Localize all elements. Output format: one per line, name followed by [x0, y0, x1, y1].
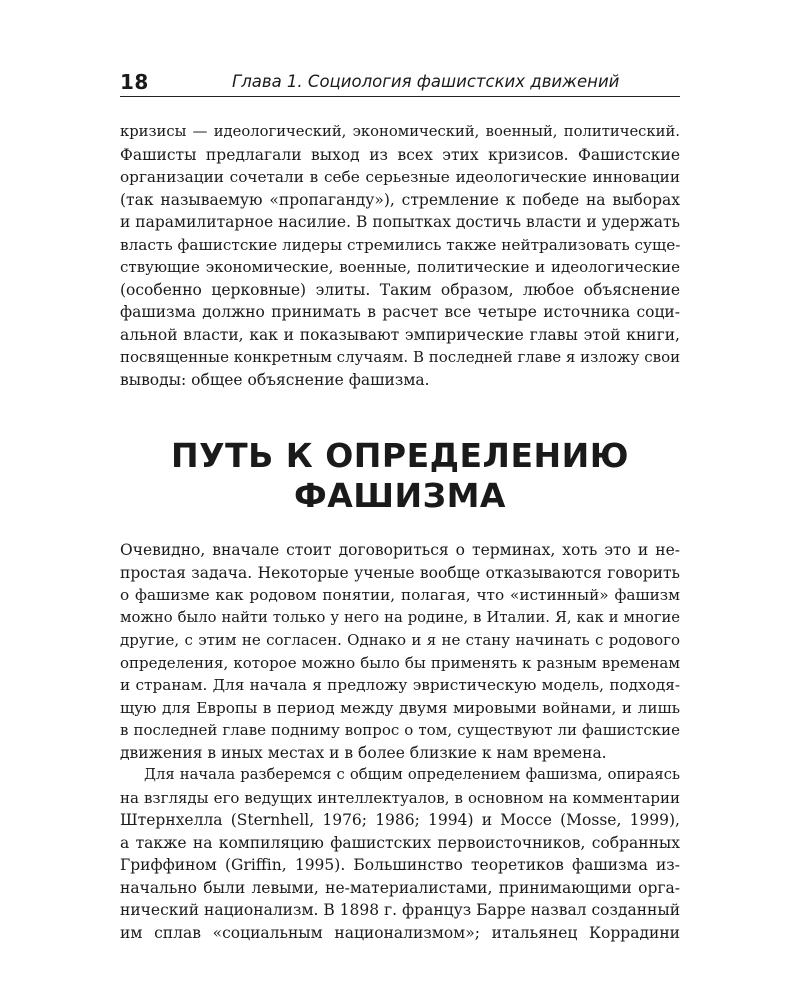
text-line: начально были левыми, не-материалистами, принимающими орга-: [120, 878, 680, 897]
text-line: организации сочетали в себе серьезные идеологические инновации: [120, 168, 680, 186]
text-line: определения, которое можно было бы применять к разным временам: [120, 653, 680, 672]
text-line: движения в иных местах и в более близкие к нам времена.: [120, 743, 607, 762]
text-line: можно было найти только у него на родине, в Италии. Я, как и многие: [120, 608, 680, 626]
text-line: альной власти, как и показывают эмпирические главы этой книги,: [120, 325, 680, 344]
running-head: [120, 66, 680, 97]
text-line: щую для Европы в период между двумя мировыми войнами, и лишь: [120, 698, 680, 717]
page-number: 18: [120, 70, 149, 94]
text-line: фашизма должно принимать в расчет все четыре источника соци-: [120, 303, 680, 321]
text-line: Очевидно, вначале стоит договориться о терминах, хоть это и не-: [120, 541, 680, 559]
text-line: Гриффином (Griffin, 1995). Большинство теоретиков фашизма из-: [120, 856, 680, 874]
text-line: власть фашистские лидеры стремились также нейтрализовать суще-: [120, 235, 681, 254]
text-line: ствующие экономические, военные, политические и идеологические: [120, 258, 680, 276]
text-line: другие, с этим не согласен. Однако и я не стану начинать с родового: [120, 631, 680, 649]
text-line: выводы: общее объяснение фашизма.: [120, 370, 430, 389]
text-line: и парамилитарное насилие. В попытках достичь власти и удержать: [120, 213, 680, 231]
text-line: и странам. Для начала я предложу эвристическую модель, подходя-: [120, 676, 680, 694]
text-line: (особенно церковные) элиты. Таким образом, любое объяснение: [120, 280, 680, 299]
paragraph-intro: [120, 121, 680, 391]
text-line: в последней главе подниму вопрос о том, существуют ли фашистские: [120, 721, 680, 739]
text-line: о фашизме как родовом понятии, полагая, что «истинный» фашизм: [120, 586, 680, 604]
text-line: Фашисты предлагали выход из всех этих кризисов. Фашистские: [120, 145, 680, 164]
chapter-title: Глава 1. Социология фашистских движений: [232, 72, 620, 91]
text-line: а также на компиляцию фашистских первоисточников, собранных: [120, 833, 680, 852]
text-line: Штернхелла (Sternhell, 1976; 1986; 1994) и Моссе (Mosse, 1999),: [120, 811, 680, 829]
text-line: им сплав «социальным национализмом»; итальянец Коррадини: [120, 923, 680, 942]
body-text: [120, 539, 680, 944]
text-line: (так называемую «пропаганду»), стремление к победе на выборах: [120, 190, 680, 209]
text-line: простая задача. Некоторые ученые вообще отказываются говорить: [120, 563, 680, 582]
text-line: посвященные конкретным случаям. В последней главе я изложу свои: [120, 348, 681, 366]
text-line: кризисы — идеологический, экономический, военный, политический.: [120, 123, 680, 140]
text-line: нический национализм. В 1898 г. француз Барре назвал созданный: [120, 901, 681, 919]
section-heading-line-2: ФАШИЗМА: [294, 476, 506, 515]
section-heading: [120, 436, 680, 516]
text-line: Для начала разберемся с общим определением фашизма, опираясь: [144, 766, 680, 783]
text-line: на взгляды его ведущих интеллектуалов, в основном на комментарии: [120, 788, 680, 807]
section-heading-line-1: ПУТЬ К ОПРЕДЕЛЕНИЮ: [171, 436, 629, 475]
